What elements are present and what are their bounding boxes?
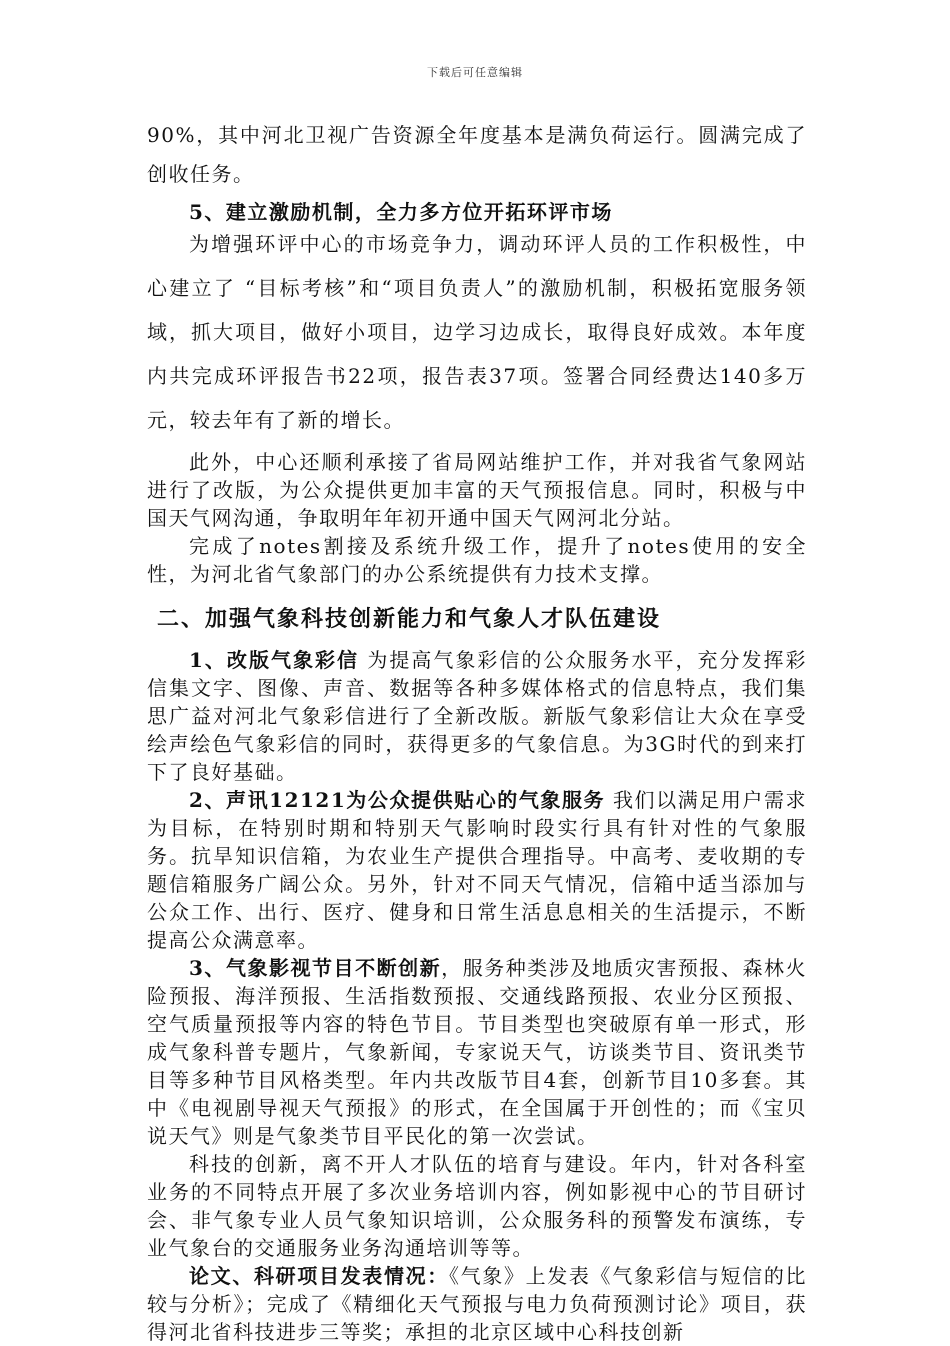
paragraph-papers	[147, 1262, 807, 1346]
paragraph-mms	[147, 646, 807, 786]
paragraph-tv	[147, 954, 807, 1150]
paragraph-papers-body: 《气象》上发表《气象彩信与短信的比较与分析》；完成了《精细化天气预报与电力负荷预测讨论》项目，获得河北省科技进步三等奖；承担的北京区域中心科技创新	[147, 1264, 808, 1344]
paragraph-mms-title: 1、改版气象彩信	[189, 648, 359, 672]
document-body	[147, 116, 807, 1346]
paragraph-12121	[147, 786, 807, 954]
paragraph-tv-body: ，服务种类涉及地质灾害预报、森林火险预报、海洋预报、生活指数预报、交通线路预报、农业分区预报、空气质量预报等内容的特色节目。节目类型也突破原有单一形式，形成气象科普专题片，气象新闻，专家说天气，访谈类节目、资讯类节目等多种节目风格类型。年内共改版节目4套，创新节目10多套。其中《电视剧导视天气预报》的形式，在全国属于开创性的；而《宝贝说天气》则是气象类节目平民化的第一次尝试。	[147, 956, 808, 1148]
paragraph-website: 此外，中心还顺利承接了省局网站维护工作，并对我省气象网站进行了改版，为公众提供更加丰富的天气预报信息。同时，积极与中国天气网沟通，争取明年年初开通中国天气网河北分站。	[147, 450, 807, 530]
paragraph-tv-title: 3、气象影视节目不断创新	[189, 956, 442, 980]
section-heading-2: 二、加强气象科技创新能力和气象人才队伍建设	[157, 606, 662, 632]
paragraph-12121-body: 我们以满足用户需求为目标，在特别时期和特别天气影响时段实行具有针对性的气象服务。抗旱知识信箱，为农业生产提供合理指导。中高考、麦收期的专题信箱服务广阔公众。另外，针对不同天气情况，信箱中适当添加与公众工作、出行、医疗、健身和日常生活息息相关的生活提示，不断提高公众满意率。	[147, 788, 808, 952]
paragraph-revenue: 90%，其中河北卫视广告资源全年度基本是满负荷运行。圆满完成了创收任务。	[147, 123, 807, 186]
page-header: 下载后可任意编辑	[427, 66, 523, 79]
paragraph-eia-incentive: 为增强环评中心的市场竞争力，调动环评人员的工作积极性，中心建立了 “目标考核”和“项目负责人”的激励机制，积极拓宽服务领域，抓大项目，做好小项目，边学习边成长，取得良好成效。本年度内共完成环评报告书22项，报告表37项。签署合同经费达140多万元，较去年有了新的增长。	[147, 232, 807, 432]
paragraph-papers-title: 论文、科研项目发表情况：	[189, 1264, 449, 1288]
paragraph-12121-title: 2、声讯12121为公众提供贴心的气象服务	[189, 788, 606, 812]
subheading-eia-market: 5、建立激励机制，全力多方位开拓环评市场	[189, 200, 613, 224]
paragraph-mms-body: 为提高气象彩信的公众服务水平，充分发挥彩信集文字、图像、声音、数据等各种多媒体格式的信息特点，我们集思广益对河北气象彩信进行了全新改版。新版气象彩信让大众在享受绘声绘色气象彩信的同时，获得更多的气象信息。为3G时代的到来打下了良好基础。	[147, 648, 807, 784]
paragraph-notes: 完成了notes割接及系统升级工作，提升了notes使用的安全性，为河北省气象部门的办公系统提供有力技术支撑。	[147, 534, 807, 586]
paragraph-talent: 科技的创新，离不开人才队伍的培育与建设。年内，针对各科室业务的不同特点开展了多次业务培训内容，例如影视中心的节目研讨会、非气象专业人员气象知识培训，公众服务科的预警发布演练，专业气象台的交通服务业务沟通培训等等。	[147, 1152, 807, 1260]
